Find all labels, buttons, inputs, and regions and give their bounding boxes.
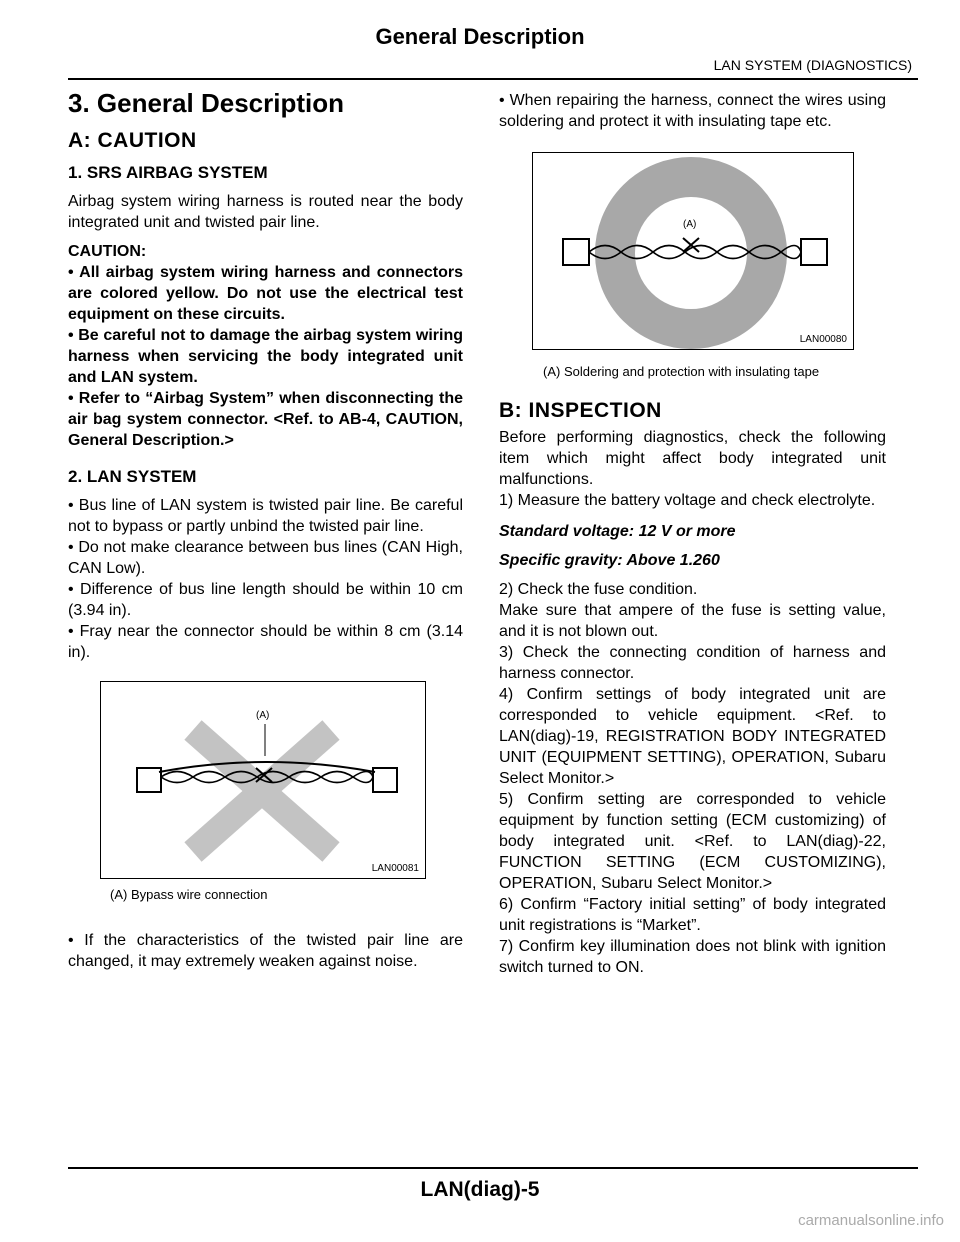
caution-label: CAUTION: xyxy=(68,243,147,260)
caution-block xyxy=(68,241,463,451)
step: 3) Check the connecting condition of harness and harness connector. xyxy=(499,644,886,682)
inspection-heading: B: INSPECTION xyxy=(499,399,662,422)
prohibited-x-mark xyxy=(193,730,331,852)
right-column xyxy=(499,84,886,978)
section-title: 3. General Description xyxy=(68,88,344,118)
caution-heading: A: CAUTION xyxy=(68,129,197,152)
bypass-figure xyxy=(100,681,426,879)
figure-id: LAN00081 xyxy=(371,863,419,874)
figure-caption: (A) Bypass wire connection xyxy=(110,887,268,902)
lan-system-heading: 2. LAN SYSTEM xyxy=(68,467,197,486)
specific-gravity: Specific gravity: Above 1.260 xyxy=(499,552,720,569)
caution-item: • Be careful not to damage the airbag system wiring harness when servicing the body integrated unit and LAN system. xyxy=(68,327,463,386)
step: 6) Confirm “Factory initial setting” of body integrated unit registrations is “Market”. xyxy=(499,896,886,934)
footer-divider xyxy=(68,1167,918,1169)
srs-airbag-body: Airbag system wiring harness is routed near the body integrated unit and twisted pair line. xyxy=(68,193,463,231)
watermark: carmanualsonline.info xyxy=(798,1212,944,1229)
figure-callout-label: (A) xyxy=(683,219,697,230)
lan-item: • Fray near the connector should be within 8 cm (3.14 in). xyxy=(68,623,463,661)
highlight-ring xyxy=(615,177,767,329)
left-column xyxy=(68,84,463,972)
step-1: 1) Measure the battery voltage and check electrolyte. xyxy=(499,492,876,509)
noise-note: • If the characteristics of the twisted pair line are changed, it may extremely weaken against noise. xyxy=(68,932,463,970)
soldering-diagram xyxy=(533,153,853,349)
connector-right xyxy=(373,768,397,792)
caution-item: • Refer to “Airbag System” when disconnecting the air bag system connector. <Ref. to AB-4, CAUTION, General Description.> xyxy=(68,390,463,449)
step: 4) Confirm settings of body integrated unit are corresponded to vehicle equipment. <Ref. to LAN(diag)-19, REGISTRATION BODY INTEGRATED UNIT (EQUIPMENT SETTING), OPERATION, Subaru Select Monitor.> xyxy=(499,686,886,787)
lan-item: • Bus line of LAN system is twisted pair line. Be careful not to bypass or partly unbind the twisted pair line. xyxy=(68,497,463,535)
page-number: LAN(diag)-5 xyxy=(420,1178,540,1201)
step: Make sure that ampere of the fuse is setting value, and it is not blown out. xyxy=(499,602,886,640)
standard-voltage: Standard voltage: 12 V or more xyxy=(499,523,736,540)
page-subtitle: LAN SYSTEM (DIAGNOSTICS) xyxy=(713,57,912,73)
connector-right xyxy=(801,239,827,265)
step: 2) Check the fuse condition. xyxy=(499,581,698,598)
figure-caption: (A) Soldering and protection with insulating tape xyxy=(543,364,820,379)
inspection-intro: Before performing diagnostics, check the following item which might affect body integrated unit malfunctions. xyxy=(499,429,886,488)
lan-item: • Do not make clearance between bus lines (CAN High, CAN Low). xyxy=(68,539,463,577)
srs-airbag-heading: 1. SRS AIRBAG SYSTEM xyxy=(68,163,268,182)
connector-left xyxy=(137,768,161,792)
figure-id: LAN00080 xyxy=(799,334,847,345)
step: 5) Confirm setting are corresponded to vehicle equipment by function setting (ECM customizing) of body integrated unit. <Ref. to LAN(diag)-22, FUNCTION SETTING (ECM CUSTOMIZING), OPERATION, Subaru Select Monitor.> xyxy=(499,791,886,892)
connector-left xyxy=(563,239,589,265)
header-divider xyxy=(68,78,918,80)
soldering-figure xyxy=(532,152,854,350)
soldering-note: • When repairing the harness, connect the wires using soldering and protect it with insulating tape etc. xyxy=(499,92,886,130)
lan-item: • Difference of bus line length should be within 10 cm (3.94 in). xyxy=(68,581,463,619)
figure-callout-label: (A) xyxy=(256,710,270,721)
caution-item: • All airbag system wiring harness and connectors are colored yellow. Do not use the electrical test equipment on these circuits. xyxy=(68,264,463,323)
step: 7) Confirm key illumination does not blink with ignition switch turned to ON. xyxy=(499,938,886,976)
page-title: General Description xyxy=(375,24,585,49)
